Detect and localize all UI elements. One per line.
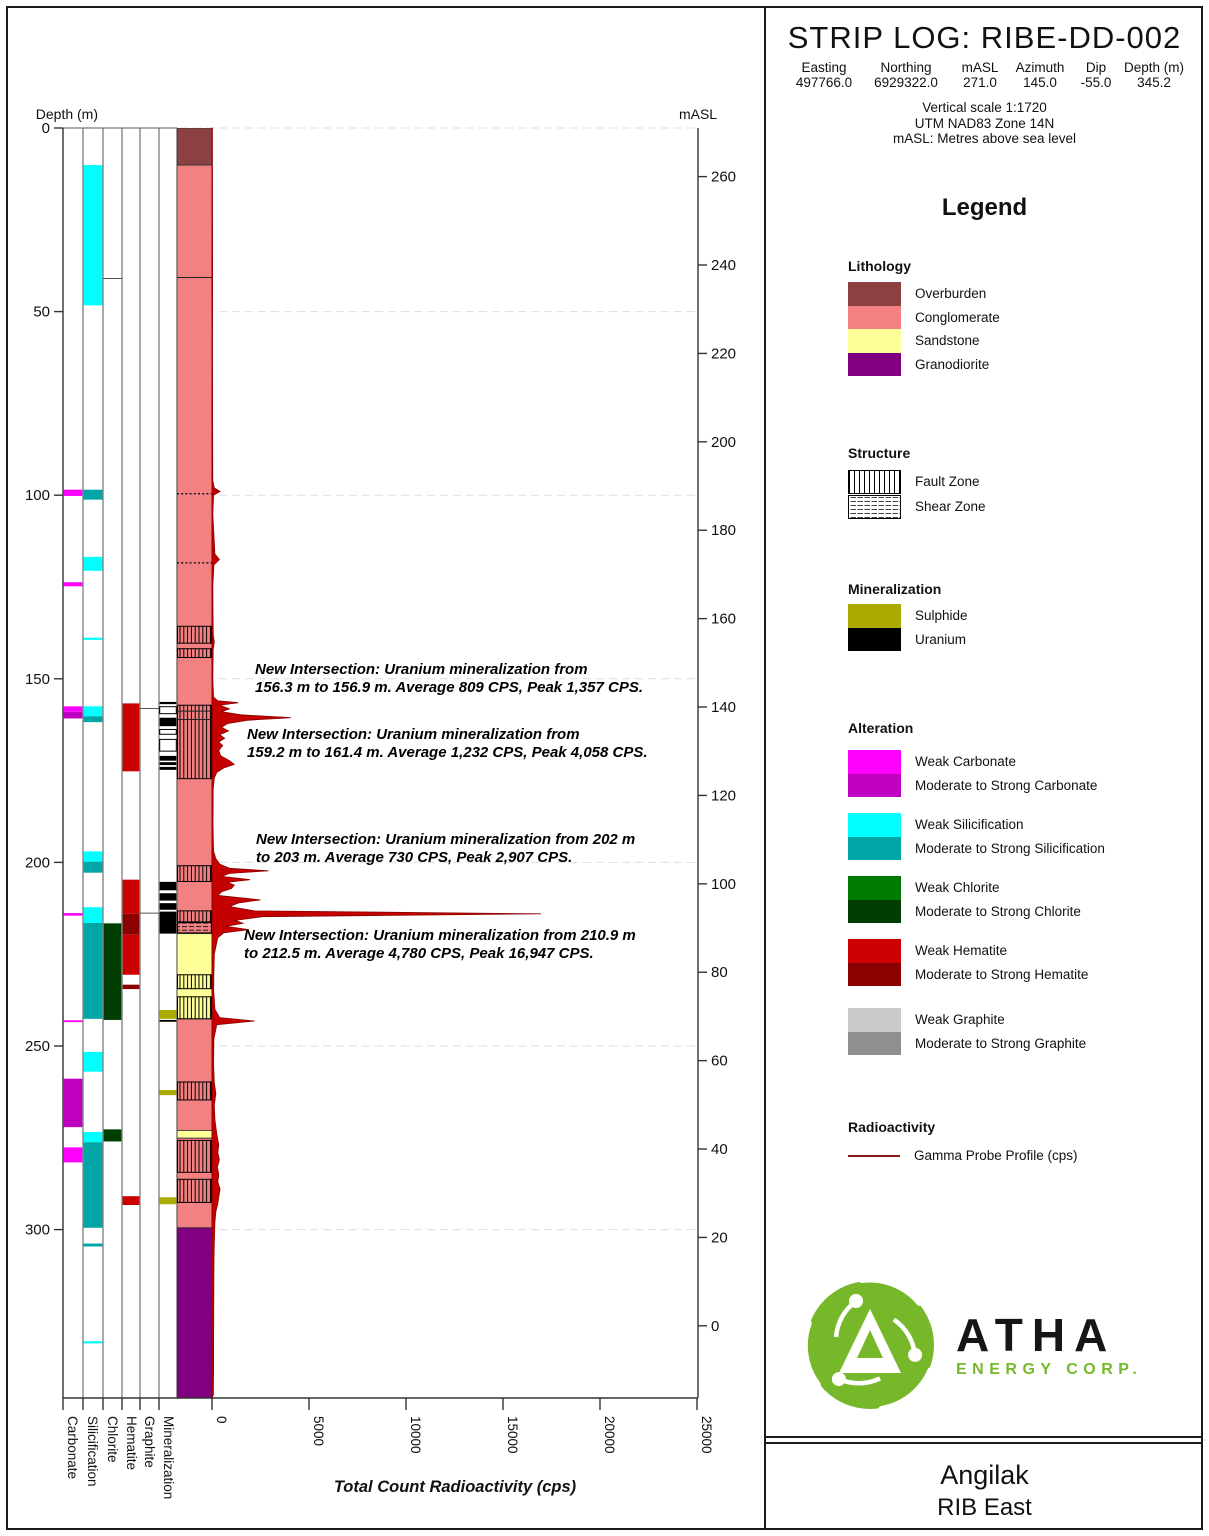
collar-value: 145.0 (1023, 75, 1057, 90)
collar-header: mASL (961, 60, 999, 75)
scale-note: Vertical scale 1:1720 (922, 100, 1047, 115)
lithology-column (177, 128, 212, 1399)
sandstone-swatch (848, 329, 901, 353)
uranium-swatch (848, 628, 901, 652)
intersection-annotation: New Intersection: Uranium mineralization from 156.3 m to 156.9 m. Average 809 CPS, Peak 1,357 CPS. (255, 661, 644, 696)
svg-text:15000: 15000 (505, 1416, 520, 1454)
legend-item-overburden (848, 282, 986, 306)
legend-label: Conglomerate (915, 309, 1000, 325)
legend-title: Legend (941, 194, 1028, 221)
legend-label: Sulphide (915, 608, 968, 624)
collar-col-masl (952, 60, 1008, 90)
svg-text:160: 160 (711, 610, 737, 628)
svg-text:300: 300 (24, 1221, 50, 1239)
masl-axis-labels (679, 106, 736, 1335)
svg-text:220: 220 (711, 345, 737, 363)
collar-header: Azimuth (1015, 60, 1065, 75)
project-title-box (766, 1442, 1203, 1528)
page-title: STRIP LOG: RIBE-DD-002 (787, 20, 1182, 55)
svg-text:60: 60 (711, 1052, 728, 1070)
intersection-annotation: New Intersection: Uranium mineralization from 210.9 m to 212.5 m. Average 4,780 CPS, Peak 16,947 CPS. (244, 927, 636, 962)
panel-separator (766, 1436, 1203, 1438)
legend-label: Gamma Probe Profile (cps) (914, 1148, 1078, 1164)
svg-text:Graphite: Graphite (142, 1416, 157, 1468)
conglomerate-swatch (848, 306, 901, 330)
collar-header: Northing (880, 60, 932, 75)
svg-text:5000: 5000 (311, 1416, 326, 1447)
strong-carbonate-swatch (848, 774, 901, 798)
collar-header: Dip (1085, 60, 1107, 75)
legend-label: Weak Silicification (915, 817, 1024, 833)
svg-text:120: 120 (711, 787, 737, 805)
svg-text:Chlorite: Chlorite (105, 1416, 120, 1463)
legend-item-uranium (848, 628, 966, 652)
strong-hematite-swatch (848, 963, 901, 987)
svg-text:250: 250 (24, 1038, 50, 1055)
utm-note: UTM NAD83 Zone 14N (914, 115, 1055, 131)
legend-label: Weak Chlorite (915, 880, 1000, 896)
legend-label: Shear Zone (915, 499, 986, 515)
weak-hematite-swatch (848, 939, 901, 963)
legend-section-lithology: Lithology (848, 258, 911, 274)
project-name: Angilak (940, 1460, 1029, 1490)
legend-item-shear-zone (848, 495, 986, 519)
svg-text:mASL: mASL (678, 106, 718, 122)
collar-col-dip (1072, 60, 1120, 90)
collar-value: 271.0 (963, 75, 997, 90)
right-panel (766, 8, 1203, 1528)
intersection-annotation: New Intersection: Uranium mineralization from 159.2 m to 161.4 m. Average 1,232 CPS, Peak 4,058 CPS. (247, 726, 648, 761)
legend-section-radioactivity: Radioactivity (848, 1119, 936, 1135)
svg-text:260: 260 (711, 168, 737, 186)
collar-col-azimuth (1008, 60, 1072, 90)
svg-text:0: 0 (711, 1317, 720, 1335)
legend-item-granodiorite (848, 353, 989, 377)
legend-label: Granodiorite (915, 356, 990, 372)
depth-axis (54, 128, 63, 1398)
legend-section-structure: Structure (848, 445, 911, 461)
legend-label: Moderate to Strong Hematite (915, 966, 1089, 982)
svg-text:40: 40 (711, 1141, 728, 1159)
gamma-line-swatch (848, 1155, 900, 1157)
legend-section-mineralization: Mineralization (848, 581, 942, 597)
svg-text:100: 100 (24, 487, 50, 505)
panel-divider (764, 6, 766, 1530)
intersection-annotation: New Intersection: Uranium mineralization from 202 m to 203 m. Average 730 CPS, Peak 2,907 CPS. (256, 831, 636, 866)
masl-axis (698, 128, 707, 1398)
legend-item-fault-zone (848, 470, 980, 494)
svg-text:0: 0 (214, 1416, 229, 1424)
weak-chlorite-swatch (848, 876, 901, 900)
collar-value: 497766.0 (795, 75, 853, 90)
granodiorite-swatch (848, 353, 901, 377)
svg-text:240: 240 (711, 257, 737, 275)
overburden-swatch (848, 282, 901, 306)
svg-text:140: 140 (711, 699, 737, 717)
legend-group-chlorite (848, 876, 1081, 923)
svg-text:200: 200 (711, 433, 737, 451)
shear-zone-swatch (848, 495, 901, 519)
svg-text:100: 100 (711, 875, 737, 893)
legend-label: Moderate to Strong Silicification (915, 840, 1105, 856)
cps-axis (63, 1398, 698, 1410)
legend-label: Fault Zone (915, 474, 980, 490)
legend-item-conglomerate (848, 306, 1000, 330)
atha-logo (800, 1270, 1180, 1420)
legend-label: Weak Graphite (915, 1012, 1005, 1028)
collar-value: 6929322.0 (874, 75, 938, 90)
svg-text:Carbonate: Carbonate (65, 1416, 80, 1480)
svg-text:0: 0 (41, 120, 50, 137)
svg-text:20000: 20000 (602, 1416, 617, 1454)
svg-text:200: 200 (24, 854, 50, 872)
legend-group-carbonate (848, 750, 1097, 797)
legend-label: Sandstone (915, 333, 980, 349)
svg-text:50: 50 (33, 303, 50, 321)
legend-section-alteration: Alteration (848, 720, 914, 736)
collar-col-easting (788, 60, 860, 90)
fault-zone-swatch (848, 470, 901, 494)
weak-silicification-swatch (848, 813, 901, 837)
collar-header: Easting (801, 60, 847, 75)
collar-header: Depth (m) (1123, 60, 1184, 75)
legend-group-silicification (848, 813, 1105, 860)
weak-graphite-swatch (848, 1008, 901, 1032)
svg-text:Mineralization: Mineralization (161, 1416, 176, 1500)
collar-value: 345.2 (1137, 75, 1171, 90)
legend-label: Moderate to Strong Chlorite (915, 903, 1081, 919)
masl-note: mASL: Metres above sea level (892, 131, 1077, 146)
legend-label: Weak Hematite (915, 943, 1008, 959)
cps-axis-title: Total Count Radioactivity (cps) (333, 1478, 577, 1496)
legend-item-sulphide (848, 604, 968, 628)
legend-group-hematite (848, 939, 1088, 986)
svg-text:10000: 10000 (408, 1416, 423, 1454)
strong-graphite-swatch (848, 1032, 901, 1056)
collar-col-northing (860, 60, 952, 90)
legend-label: Weak Carbonate (915, 754, 1017, 770)
svg-text:180: 180 (711, 522, 737, 540)
collar-col-depth (1120, 60, 1188, 90)
legend-group-graphite (848, 1008, 1086, 1055)
svg-text:150: 150 (24, 670, 50, 688)
svg-text:25000: 25000 (699, 1416, 714, 1454)
map-notes (766, 100, 1203, 147)
svg-text:80: 80 (711, 964, 728, 982)
collar-value: -55.0 (1080, 75, 1112, 90)
atha-sub: ENERGY CORP. (956, 1361, 1143, 1378)
atha-logo-text (956, 1311, 1142, 1379)
atha-logo-icon (800, 1275, 940, 1415)
area-name: RIB East (937, 1494, 1032, 1521)
collar-table (788, 60, 1188, 90)
svg-text:Hematite: Hematite (124, 1416, 139, 1471)
legend-label: Overburden (915, 286, 987, 302)
legend-item-gamma-profile (848, 1144, 1078, 1168)
svg-text:20: 20 (711, 1229, 728, 1247)
sulphide-swatch (848, 604, 901, 628)
weak-carbonate-swatch (848, 750, 901, 774)
legend-label: Moderate to Strong Graphite (915, 1035, 1087, 1051)
gamma-probe-profile (212, 128, 541, 1398)
svg-text:Depth (m): Depth (m) (35, 106, 98, 122)
strong-chlorite-swatch (848, 900, 901, 924)
legend-item-sandstone (848, 329, 980, 353)
strong-silicification-swatch (848, 837, 901, 861)
svg-text:Silicification: Silicification (85, 1416, 100, 1487)
legend-label: Uranium (915, 631, 967, 647)
atha-brand: ATHA (956, 1309, 1117, 1361)
legend-label: Moderate to Strong Carbonate (915, 777, 1098, 793)
